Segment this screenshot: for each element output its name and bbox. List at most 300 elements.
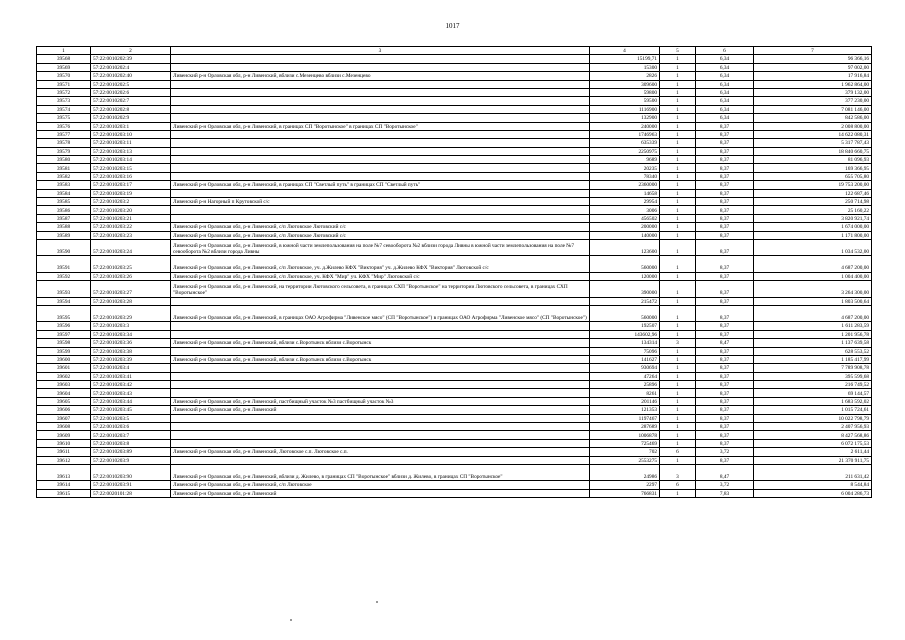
address-cell [171,80,590,88]
table-row [37,347,872,355]
cadastral-number-cell: 57:22:0010202:9 [91,114,171,122]
row-number-cell: 39568 [37,55,91,63]
area-cell: 59800 [590,88,660,96]
header-cell: 7 [754,47,872,55]
table-row [37,198,872,206]
cadastral-value-cell: 250 714,98 [754,198,872,206]
cadastral-value-cell: 3 264 300,00 [754,281,872,297]
row-number-cell: 39599 [37,347,91,355]
category-cell: 1 [660,322,696,330]
specific-value-cell: 8,37 [696,423,754,431]
category-cell: 1 [660,88,696,96]
cadastral-value-cell: 7 081 146,00 [754,105,872,113]
address-cell [171,431,590,439]
address-cell [171,105,590,113]
address-cell [171,139,590,147]
row-number-cell: 39609 [37,431,91,439]
address-cell: Ливенский р-н Орловская обл, р-н Ливенский, вблизи с.Воротынск вблизи с.Воротынск [171,339,590,347]
header-cell: 6 [696,47,754,55]
row-number-cell: 39611 [37,448,91,456]
category-cell: 1 [660,181,696,189]
specific-value-cell: 8,37 [696,322,754,330]
address-cell [171,456,590,464]
table-row [37,431,872,439]
specific-value-cell: 8,37 [696,297,754,305]
row-number-cell: 39596 [37,322,91,330]
row-number-cell: 39572 [37,88,91,96]
specific-value-cell: 8,37 [696,439,754,447]
category-cell: 1 [660,189,696,197]
cadastral-number-cell: 57:22:0010203:1 [91,122,171,130]
header-cell: 1 [37,47,91,55]
cadastral-value-cell: 21 370 911,75 [754,456,872,464]
row-number-cell: 39569 [37,63,91,71]
category-cell: 1 [660,164,696,172]
header-cell: 3 [171,47,590,55]
specific-value-cell: 6,34 [696,105,754,113]
table-row [37,189,872,197]
category-cell: 1 [660,397,696,405]
cadastral-value-cell: 1 034 532,00 [754,239,872,255]
area-cell: 1116900 [590,105,660,113]
cadastral-number-cell: 57:22:0010203:29 [91,305,171,321]
area-cell: 560000 [590,256,660,272]
category-cell: 1 [660,355,696,363]
cadastral-number-cell: 57:22:0010203:16 [91,172,171,180]
category-cell: 1 [660,489,696,497]
cadastral-value-cell: 1 185 417,99 [754,355,872,363]
row-number-cell: 39606 [37,406,91,414]
address-cell [171,364,590,372]
cadastral-value-cell: 377 230,00 [754,97,872,105]
specific-value-cell: 8,37 [696,355,754,363]
specific-value-cell: 8,37 [696,431,754,439]
cadastral-number-cell: 57:22:0010202:39 [91,55,171,63]
cadastral-value-cell: 1 015 724,61 [754,406,872,414]
table-row [37,381,872,389]
cadastral-number-cell: 57:22:0010203:7 [91,431,171,439]
cadastral-value-table [36,46,872,498]
address-cell [171,330,590,338]
table-row [37,80,872,88]
row-number-cell: 39595 [37,305,91,321]
cadastral-number-cell: 57:22:0020101:28 [91,489,171,497]
category-cell: 1 [660,439,696,447]
category-cell: 1 [660,139,696,147]
table-row [37,439,872,447]
cadastral-number-cell: 57:22:0010202:6 [91,88,171,96]
address-cell [171,372,590,380]
specific-value-cell: 6,34 [696,80,754,88]
table-row [37,63,872,71]
area-cell: 287689 [590,423,660,431]
cadastral-value-cell: 97 002,00 [754,63,872,71]
cadastral-value-cell: 1 137 639,58 [754,339,872,347]
row-number-cell: 39576 [37,122,91,130]
row-number-cell: 39591 [37,256,91,272]
cadastral-number-cell: 57:22:0010203:5 [91,414,171,422]
address-cell [171,130,590,138]
area-cell: 15300 [590,63,660,71]
area-cell: 456502 [590,214,660,222]
specific-value-cell: 8,37 [696,272,754,280]
cadastral-value-cell: 5 317 787,43 [754,139,872,147]
area-cell: 14658 [590,189,660,197]
specific-value-cell: 3,72 [696,481,754,489]
cadastral-value-cell: 1 611 283,59 [754,322,872,330]
specific-value-cell: 8,37 [696,231,754,239]
row-number-cell: 39588 [37,223,91,231]
cadastral-value-cell: 3 820 921,74 [754,214,872,222]
specific-value-cell: 8,37 [696,122,754,130]
cadastral-number-cell: 57:22:0010202:4 [91,63,171,71]
category-cell: 1 [660,55,696,63]
address-cell [171,206,590,214]
cadastral-value-cell: 1 171 800,00 [754,231,872,239]
area-cell: 2360000 [590,181,660,189]
category-cell: 1 [660,347,696,355]
specific-value-cell: 8,37 [696,389,754,397]
address-cell [171,347,590,355]
cadastral-number-cell: 57:22:0010202:7 [91,97,171,105]
cadastral-value-cell: 2 611,44 [754,448,872,456]
row-number-cell: 39587 [37,214,91,222]
area-cell: 766831 [590,489,660,497]
category-cell: 1 [660,72,696,80]
address-cell: Ливенский р-н Орловская обл, р-н Ливенский [171,489,590,497]
category-cell: 1 [660,206,696,214]
cadastral-number-cell: 57:22:0010203:89 [91,448,171,456]
table-row [37,372,872,380]
specific-value-cell: 8,37 [696,305,754,321]
row-number-cell: 39593 [37,281,91,297]
cadastral-value-cell: 655 705,80 [754,172,872,180]
cadastral-number-cell: 57:22:0010203:23 [91,231,171,239]
area-cell: 78340 [590,172,660,180]
category-cell: 1 [660,114,696,122]
specific-value-cell: 8,37 [696,330,754,338]
row-number-cell: 39577 [37,130,91,138]
cadastral-value-cell: 7 789 908,78 [754,364,872,372]
specific-value-cell: 8,37 [696,456,754,464]
cadastral-value-cell: 1 803 500,64 [754,297,872,305]
address-cell [171,322,590,330]
area-cell: 75096 [590,347,660,355]
scan-speck [376,601,378,603]
table-row [37,139,872,147]
category-cell: 1 [660,198,696,206]
header-cell: 5 [660,47,696,55]
row-number-cell: 39605 [37,397,91,405]
cadastral-value-cell: 8 427 568,86 [754,431,872,439]
specific-value-cell: 3,72 [696,448,754,456]
specific-value-cell: 8,37 [696,214,754,222]
address-cell: Ливенский р-н Орловская обл, р-н Ливенский, вблизи с.Воротынск вблизи с.Воротынск [171,355,590,363]
row-number-cell: 39578 [37,139,91,147]
cadastral-value-cell: 2 008 800,00 [754,122,872,130]
cadastral-number-cell: 57:22:0010203:36 [91,339,171,347]
area-cell: 725469 [590,439,660,447]
row-number-cell: 39600 [37,355,91,363]
cadastral-value-cell: 4 687 200,00 [754,305,872,321]
category-cell: 1 [660,431,696,439]
address-cell: Ливенский р-н Орловская обл, р-н Ливенский, вблизи с.Мезенцево вблизи с.Мезенцево [171,72,590,80]
specific-value-cell: 6,34 [696,97,754,105]
area-cell: 1746963 [590,130,660,138]
category-cell: 1 [660,297,696,305]
table-row [37,322,872,330]
cadastral-number-cell: 57:22:0010203:8 [91,439,171,447]
category-cell: 1 [660,239,696,255]
row-number-cell: 39614 [37,481,91,489]
specific-value-cell: 8,37 [696,397,754,405]
cadastral-number-cell: 57:22:0010203:6 [91,423,171,431]
address-cell [171,439,590,447]
category-cell: 1 [660,381,696,389]
table-row [37,206,872,214]
table-row [37,55,872,63]
category-cell: 1 [660,231,696,239]
address-cell [171,189,590,197]
area-cell: 1197467 [590,414,660,422]
table-row [37,97,872,105]
cadastral-number-cell: 57:22:0010203:4 [91,364,171,372]
row-number-cell: 39571 [37,80,91,88]
specific-value-cell: 8,47 [696,464,754,480]
area-cell: 141627 [590,355,660,363]
cadastral-number-cell: 57:22:0010203:20 [91,206,171,214]
address-cell: Ливенский р-н Орловская обл, р-н Ливенский, с/п Лютовское Лютовский с/с [171,223,590,231]
address-cell: Ливенский р-н Орловская обл, р-н Ливенский [171,406,590,414]
cadastral-value-cell: 25 160,22 [754,206,872,214]
table-row [37,397,872,405]
specific-value-cell: 8,37 [696,364,754,372]
specific-value-cell: 8,37 [696,181,754,189]
area-cell: 120000 [590,272,660,280]
area-cell: 200000 [590,223,660,231]
category-cell: 1 [660,372,696,380]
cadastral-value-cell: 216 749,52 [754,381,872,389]
cadastral-number-cell: 57:22:0010203:14 [91,156,171,164]
cadastral-value-cell: 17 916,84 [754,72,872,80]
area-cell: 560000 [590,305,660,321]
row-number-cell: 39615 [37,489,91,497]
category-cell: 1 [660,156,696,164]
cadastral-value-cell: 1 683 592,02 [754,397,872,405]
row-number-cell: 39610 [37,439,91,447]
address-cell [171,147,590,155]
category-cell: 6 [660,481,696,489]
table-row [37,281,872,297]
table-row [37,88,872,96]
table-row [37,481,872,489]
table-row [37,297,872,305]
specific-value-cell: 8,37 [696,372,754,380]
table-row [37,272,872,280]
address-cell [171,55,590,63]
row-number-cell: 39586 [37,206,91,214]
table-row [37,181,872,189]
specific-value-cell: 8,47 [696,339,754,347]
row-number-cell: 39597 [37,330,91,338]
address-cell [171,63,590,71]
cadastral-value-cell: 169 366,95 [754,164,872,172]
table-row [37,364,872,372]
category-cell: 3 [660,464,696,480]
specific-value-cell: 8,37 [696,164,754,172]
specific-value-cell: 6,34 [696,63,754,71]
row-number-cell: 39579 [37,147,91,155]
category-cell: 6 [660,448,696,456]
address-cell [171,423,590,431]
category-cell: 3 [660,339,696,347]
area-cell: 121353 [590,406,660,414]
address-cell: Ливенский р-н Орловская обл, р-н Ливенский, с/п Лютовское [171,481,590,489]
address-cell: Ливенский р-н Орловская обл, р-н Ливенский, с/п Лютовское Лютовский с/с [171,231,590,239]
cadastral-number-cell: 57:22:0010203:28 [91,297,171,305]
cadastral-number-cell: 57:22:0010203:39 [91,355,171,363]
address-cell: Ливенский р-н Орловская обл, р-н Ливенский, с/п Лютовское, уч. КФХ "Мир" уч. КФХ "Мир" Лютовской с/с [171,272,590,280]
specific-value-cell: 8,37 [696,414,754,422]
cadastral-number-cell: 57:22:0010203:21 [91,214,171,222]
cadastral-number-cell: 57:22:0010203:90 [91,464,171,480]
table-row [37,122,872,130]
cadastral-value-cell: 1 004 400,00 [754,272,872,280]
category-cell: 1 [660,256,696,272]
row-number-cell: 39575 [37,114,91,122]
table-row [37,355,872,363]
row-number-cell: 39590 [37,239,91,255]
cadastral-number-cell: 57:22:0010203:11 [91,139,171,147]
table-row [37,130,872,138]
address-cell [171,414,590,422]
cadastral-number-cell: 57:22:0010203:26 [91,272,171,280]
category-cell: 1 [660,389,696,397]
cadastral-number-cell: 57:22:0010203:45 [91,406,171,414]
category-cell: 1 [660,147,696,155]
cadastral-number-cell: 57:22:0010203:27 [91,281,171,297]
cadastral-value-cell: 6 004 286,73 [754,489,872,497]
area-cell: 3006 [590,206,660,214]
row-number-cell: 39613 [37,464,91,480]
row-number-cell: 39594 [37,297,91,305]
cadastral-number-cell: 57:22:0010203:22 [91,223,171,231]
category-cell: 1 [660,130,696,138]
area-cell: 390000 [590,281,660,297]
specific-value-cell: 6,34 [696,88,754,96]
table-row [37,414,872,422]
row-number-cell: 39607 [37,414,91,422]
area-cell: 25896 [590,381,660,389]
specific-value-cell: 6,34 [696,114,754,122]
area-cell: 192507 [590,322,660,330]
area-cell: 9689 [590,156,660,164]
category-cell: 1 [660,364,696,372]
cadastral-value-cell: 2 407 956,93 [754,423,872,431]
area-cell: 24986 [590,464,660,480]
cadastral-value-cell: 1 962 864,00 [754,80,872,88]
cadastral-number-cell: 57:22:0010202:40 [91,72,171,80]
row-number-cell: 39570 [37,72,91,80]
area-cell: 702 [590,448,660,456]
area-cell: 309600 [590,80,660,88]
cadastral-value-cell: 1 674 000,00 [754,223,872,231]
area-cell: 2297 [590,481,660,489]
cadastral-value-cell: 81 096,93 [754,156,872,164]
row-number-cell: 39581 [37,164,91,172]
header-cell: 2 [91,47,171,55]
cadastral-value-cell: 18 840 660,75 [754,147,872,155]
cadastral-number-cell: 57:22:0010203:41 [91,372,171,380]
category-cell: 1 [660,172,696,180]
cadastral-value-cell: 842 586,00 [754,114,872,122]
category-cell: 1 [660,305,696,321]
row-number-cell: 39582 [37,172,91,180]
cadastral-number-cell: 57:22:0010203:9 [91,456,171,464]
row-number-cell: 39603 [37,381,91,389]
category-cell: 1 [660,414,696,422]
table-row [37,448,872,456]
table-row [37,389,872,397]
address-cell [171,214,590,222]
row-number-cell: 39585 [37,198,91,206]
cadastral-value-cell: 10 022 798,79 [754,414,872,422]
category-cell: 1 [660,456,696,464]
address-cell: Ливенский р-н Орловская обл, р-н Ливенский, Лютовское с.п. Лютовское с.п. [171,448,590,456]
cadastral-value-cell: 19 753 200,00 [754,181,872,189]
table-header-row [37,47,872,55]
category-cell: 1 [660,272,696,280]
table-row [37,423,872,431]
cadastral-value-cell: 14 622 080,31 [754,130,872,138]
area-cell: 215472 [590,297,660,305]
cadastral-number-cell: 57:22:0010203:17 [91,181,171,189]
address-cell: Ливенский р-н Орловская обл, р-н Ливенский, в границах СП "Светлый путь" в границах СП "Светлый путь" [171,181,590,189]
row-number-cell: 39573 [37,97,91,105]
row-number-cell: 39604 [37,389,91,397]
category-cell: 1 [660,406,696,414]
address-cell [171,389,590,397]
cadastral-value-cell: 379 132,00 [754,88,872,96]
cadastral-value-cell: 395 599,68 [754,372,872,380]
table-row [37,105,872,113]
category-cell: 1 [660,223,696,231]
row-number-cell: 39598 [37,339,91,347]
cadastral-number-cell: 57:22:0010203:2 [91,198,171,206]
area-cell: 134314 [590,339,660,347]
address-cell [171,297,590,305]
address-cell [171,88,590,96]
table-row [37,114,872,122]
row-number-cell: 39612 [37,456,91,464]
address-cell [171,114,590,122]
area-cell: 123600 [590,239,660,255]
table-row [37,456,872,464]
cadastral-number-cell: 57:22:0010203:3 [91,322,171,330]
address-cell [171,97,590,105]
category-cell: 1 [660,105,696,113]
address-cell: Ливенский р-н Нагорный п Крутовской с/с [171,198,590,206]
row-number-cell: 39583 [37,181,91,189]
table-row [37,231,872,239]
specific-value-cell: 8,37 [696,189,754,197]
address-cell: Ливенский р-н Орловская обл, р-н Ливенский, вблизи д. Жилево, в границах СП "Воротынское" вблизи д. Жилево, в границах СП "Воротынское" [171,464,590,480]
address-cell [171,381,590,389]
cadastral-number-cell: 57:22:0010203:10 [91,130,171,138]
area-cell: 15199,71 [590,55,660,63]
address-cell [171,164,590,172]
cadastral-value-cell: 122 687,46 [754,189,872,197]
